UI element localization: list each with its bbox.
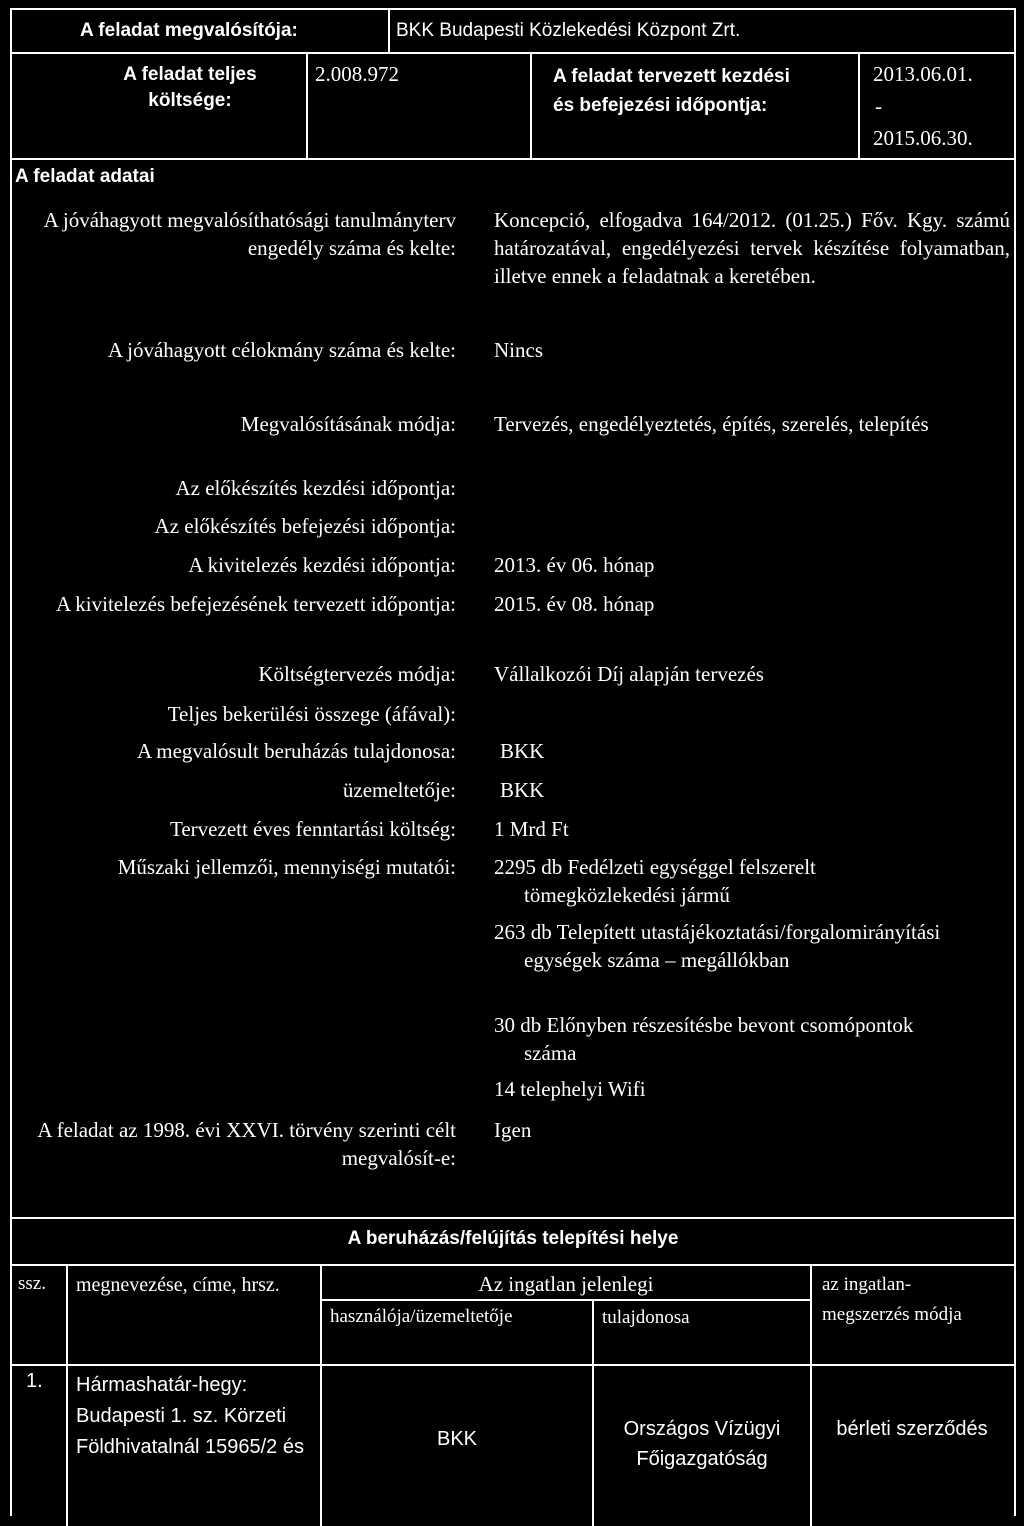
col-header-name: megnevezése, címe, hrsz. [76, 1274, 280, 1296]
value-target-document: Nincs [494, 338, 543, 362]
col-line-3 [592, 1300, 594, 1526]
frame-right [1014, 8, 1016, 1516]
label-total-cost: Teljes bekerülési összege (áfával): [167, 702, 456, 726]
total-cost-label: A feladat teljes költsége: [123, 64, 257, 111]
technical-item-4: 14 telephelyi Wifi [494, 1077, 646, 1101]
row-user: BKK [436, 1428, 478, 1450]
label-prep-end: Az előkészítés befejezési időpontja: [154, 514, 456, 538]
location-table-hline-1 [10, 1264, 1016, 1266]
value-construction-end: 2015. év 08. hónap [494, 592, 655, 616]
technical-item-1: 2295 db Fedélzeti egységgel felszerelt tömegközlekedési jármű [494, 855, 816, 907]
location-table-hline-2 [10, 1364, 1016, 1366]
value-feasibility: Koncepció, elfogadva 164/2012. (01.25.) Főv. Kgy. számú határozatával, engedélyezési tervek készítése folyamatban, illetve ennek a feladatnak a keretében. [494, 208, 1010, 288]
section-title: A feladat adatai [15, 166, 155, 187]
label-law-goal: A feladat az 1998. évi XXVI. törvény szerinti célt megvalósít-e: [37, 1118, 456, 1170]
col-line-1 [66, 1264, 68, 1526]
col-header-user: használója/üzemeltetője [330, 1306, 513, 1327]
value-construction-start: 2013. év 06. hónap [494, 553, 655, 577]
row-ssz: 1. [26, 1370, 43, 1392]
header-vline-b [530, 54, 532, 158]
header-hline-1 [10, 52, 1016, 54]
value-owner: BKK [500, 739, 545, 763]
col-header-ssz: ssz. [18, 1273, 46, 1294]
value-cost-planning: Vállalkozói Díj alapján tervezés [494, 662, 764, 686]
planned-dates-label: A feladat tervezett kezdési és befejezési időpontja: [553, 66, 790, 116]
col-line-2 [320, 1264, 322, 1526]
technical-item-3: 30 db Előnyben részesítésbe bevont csomópontok száma [494, 1013, 914, 1065]
label-construction-end: A kivitelezés befejezésének tervezett időpontja: [56, 592, 456, 616]
label-implementation-method: Megvalósításának módja: [240, 412, 456, 436]
label-cost-planning: Költségtervezés módja: [258, 662, 456, 686]
value-law-goal: Igen [494, 1118, 532, 1142]
col-line-4 [810, 1264, 812, 1526]
label-operator: üzemeltetője: [342, 778, 456, 802]
col-header-property: Az ingatlan jelenlegi [478, 1272, 654, 1296]
implementer-label: A feladat megvalósítója: [80, 20, 298, 41]
implementer-value: BKK Budapesti Közlekedési Központ Zrt. [396, 20, 741, 41]
col-header-owner: tulajdonosa [602, 1307, 690, 1328]
start-date: 2013.06.01. [873, 62, 973, 86]
header-vline-a [306, 54, 308, 158]
end-date: 2015.06.30. [873, 126, 973, 150]
label-owner: A megvalósult beruházás tulajdonosa: [136, 739, 456, 763]
label-prep-start: Az előkészítés kezdési időpontja: [175, 476, 456, 500]
header-vline-c [858, 54, 860, 158]
label-construction-start: A kivitelezés kezdési időpontja: [188, 553, 456, 577]
location-table-top [10, 1217, 1016, 1219]
date-dash: - [875, 94, 882, 118]
row-acquisition: bérleti szerződés [836, 1418, 988, 1440]
row-name: Hármashatár-hegy: Budapesti 1. sz. Körzeti Földhivatalnál 15965/2 és [76, 1374, 304, 1458]
label-maintenance-cost: Tervezett éves fenntartási költség: [170, 817, 456, 841]
total-cost-value: 2.008.972 [315, 62, 399, 86]
frame-top [10, 8, 1016, 10]
sub-header-line [320, 1299, 810, 1301]
technical-item-2: 263 db Telepített utastájékoztatási/forgalomirányítási egységek száma – megállókban [494, 920, 941, 972]
location-table-title: A beruházás/felújítás telepítési helye [347, 1228, 679, 1249]
header-hline-2 [10, 158, 1016, 160]
row-owner: Országos Vízügyi Főigazgatóság [623, 1418, 781, 1470]
label-technical: Műszaki jellemzői, mennyiségi mutatói: [117, 855, 456, 879]
label-target-document: A jóváhagyott célokmány száma és kelte: [107, 338, 456, 362]
value-operator: BKK [500, 778, 545, 802]
value-implementation-method: Tervezés, engedélyeztetés, építés, szerelés, telepítés [494, 412, 929, 436]
value-maintenance-cost: 1 Mrd Ft [494, 817, 569, 841]
col-header-acquisition: az ingatlan-megszerzés módja [822, 1274, 962, 1325]
frame-left [10, 8, 12, 1516]
header-divider-1 [388, 10, 390, 52]
label-feasibility: A jóváhagyott megvalósíthatósági tanulmányterv engedély száma és kelte: [43, 208, 456, 260]
